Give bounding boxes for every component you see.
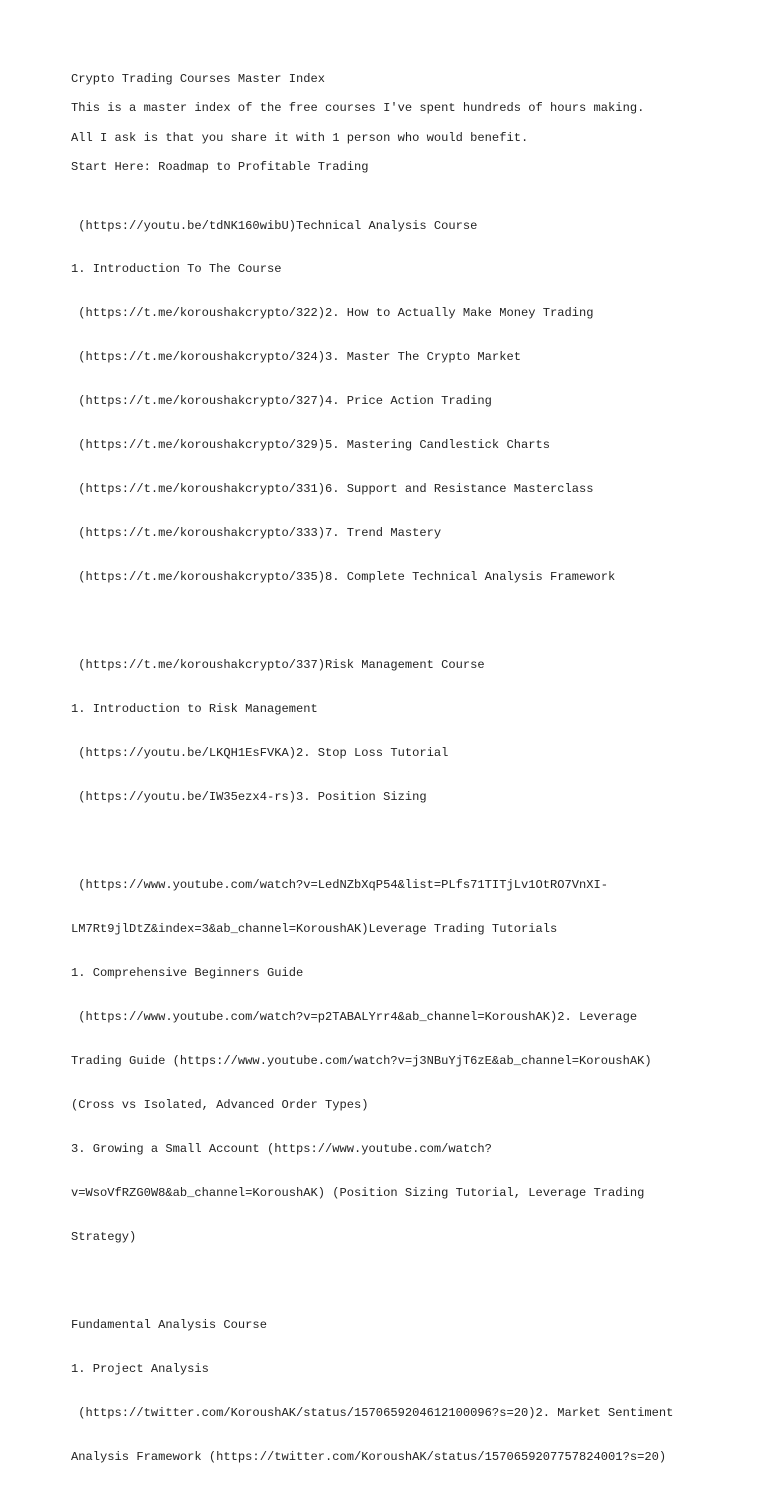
text-line: Strategy) [71, 1229, 137, 1244]
text-line: 1. Comprehensive Beginners Guide [71, 965, 304, 980]
text-line: (https://t.me/koroushakcrypto/337)Risk Management Course [71, 658, 485, 673]
text-line: 3. Growing a Small Account (https://www.youtube.com/watch? [71, 1141, 492, 1156]
text-line: (https://t.me/koroushakcrypto/324)3. Master The Crypto Market [71, 350, 521, 365]
text-line: LM7Rt9jlDtZ&index=3&ab_channel=KoroushAK)Leverage Trading Tutorials [71, 921, 558, 936]
text-line: (https://twitter.com/KoroushAK/status/1570659204612100096?s=20)2. Market Sentiment [71, 1405, 674, 1420]
technical-analysis-section [71, 189, 711, 614]
text-line: 1. Introduction to Risk Management [71, 702, 318, 717]
text-line: (https://www.youtube.com/watch?v=p2TABALYrr4&ab_channel=KoroushAK)2. Leverage [71, 1009, 638, 1024]
text-line: (https://t.me/koroushakcrypto/333)7. Trend Mastery [71, 526, 442, 541]
text-line: (https://www.youtube.com/watch?v=LedNZbXqP54&list=PLfs71TITjLv1OtRO7VnXI- [71, 878, 609, 892]
text-line: 1. Introduction To The Course [71, 262, 282, 277]
text-line: (https://t.me/koroushakcrypto/327)4. Price Action Trading [71, 394, 492, 409]
text-line: (https://t.me/koroushakcrypto/322)2. How to Actually Make Money Trading [71, 306, 594, 321]
text-line: (Cross vs Isolated, Advanced Order Types) [71, 1097, 369, 1112]
risk-management-section [71, 629, 711, 834]
text-line: (https://t.me/koroushakcrypto/329)5. Mastering Candlestick Charts [71, 438, 550, 453]
fundamental-analysis-section [71, 1288, 711, 1493]
text-line: (https://t.me/koroushakcrypto/335)8. Complete Technical Analysis Framework [71, 570, 616, 585]
text-line: (https://t.me/koroushakcrypto/331)6. Support and Resistance Masterclass [71, 482, 594, 497]
text-line: Trading Guide (https://www.youtube.com/watch?v=j3NBuYjT6zE&ab_channel=KoroushAK) [71, 1053, 652, 1068]
text-line: Fundamental Analysis Course [71, 1317, 267, 1332]
text-line: (https://youtu.be/tdNK160wibU)Technical Analysis Course [71, 218, 478, 233]
start-here-heading: Start Here: Roadmap to Profitable Trading [71, 159, 369, 174]
text-line: 1. Project Analysis [71, 1361, 209, 1376]
text-line: (https://youtu.be/IW35ezx4-rs)3. Position Sizing [71, 790, 427, 805]
text-line: Analysis Framework (https://twitter.com/KoroushAK/status/1570659207757824001?s=20) [71, 1449, 667, 1464]
text-line: (https://youtu.be/LKQH1EsFVKA)2. Stop Loss Tutorial [71, 746, 449, 761]
document-page [71, 72, 711, 1508]
text-line: v=WsoVfRZG0W8&ab_channel=KoroushAK) (Position Sizing Tutorial, Leverage Trading [71, 1185, 645, 1200]
intro-paragraph: This is a master index of the free courses I've spent hundreds of hours making. [71, 101, 645, 116]
share-request-paragraph: All I ask is that you share it with 1 person who would benefit. [71, 130, 529, 145]
leverage-trading-section [71, 849, 711, 1274]
document-title: Crypto Trading Courses Master Index [71, 72, 326, 86]
